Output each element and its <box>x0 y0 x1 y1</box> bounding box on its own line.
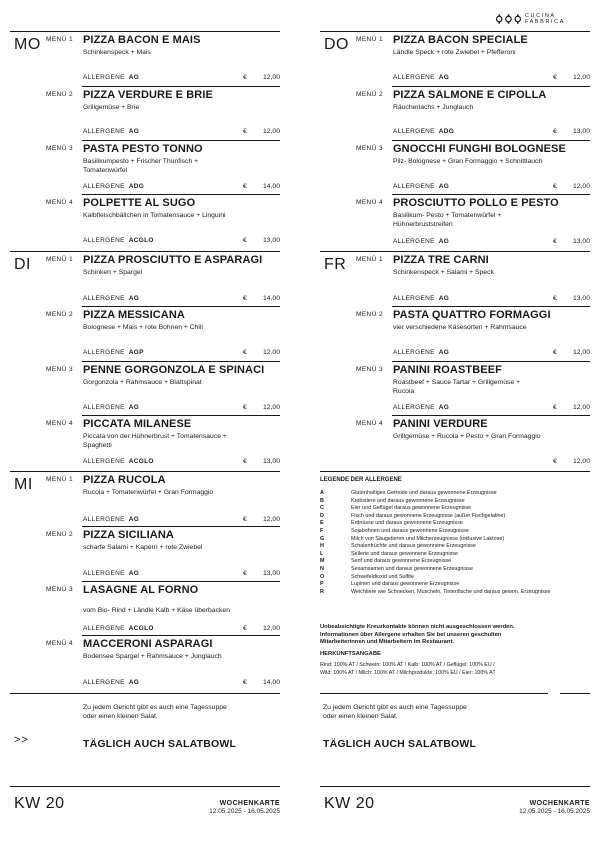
allergen-info: ALLERGENE AG <box>393 404 450 411</box>
legend-row <box>320 498 580 506</box>
menu-number: MENÜ 1 <box>356 36 383 43</box>
dish-description: Basilikumpesto + Frischer Thunfisch + Tomatenwürfel <box>83 158 199 174</box>
dish-name: PICCATA MILANESE <box>83 418 192 430</box>
legend-title: LEGENDE DER ALLERGENE <box>320 477 402 483</box>
legend-row <box>320 536 580 544</box>
dish-description: vier verschiedene Käsesorten + Rahmsauce <box>393 324 527 331</box>
section-divider <box>320 693 548 694</box>
menu-number: MENÜ 3 <box>46 586 73 593</box>
week-info <box>209 799 280 816</box>
legend-code: L <box>320 550 324 557</box>
legend-row <box>320 543 580 551</box>
allergen-codes: AG <box>128 295 140 302</box>
legend-description: Schwefeldioxid und Sulfite <box>351 573 414 580</box>
dish-price: € 13,00 <box>553 128 590 135</box>
allergen-info: ALLERGENE ADG <box>83 183 145 190</box>
item-divider <box>392 361 590 362</box>
day-divider <box>320 31 590 32</box>
item-divider <box>392 306 590 307</box>
menu-number: MENÜ 4 <box>356 420 383 427</box>
item-divider <box>392 415 590 416</box>
legend-description: Schalenfrüchte und daraus gewonnene Erzeugnisse <box>351 543 476 550</box>
allergen-info: ALLERGENE AG <box>83 570 140 577</box>
allergen-info: ALLERGENE ACGLO <box>83 458 154 465</box>
dish-name: PIZZA VERDURE E BRIE <box>83 89 213 101</box>
dish-name: LASAGNE AL FORNO <box>83 584 199 596</box>
dish-description: Basilikum- Pesto + Tomatenwürfel + Hühnerbruststreifen <box>393 212 502 228</box>
item-divider <box>82 581 280 582</box>
dish-price: € 14,00 <box>243 183 280 190</box>
dish-name: PROSCIUTTO POLLO E PESTO <box>393 197 559 209</box>
dish-description: Schinkenspeck + Salami + Speck <box>393 269 494 276</box>
menu-number: MENÜ 2 <box>46 531 73 538</box>
week-dates: 12.05.2025 - 16.05.2025 <box>209 808 280 815</box>
dish-description: scharfe Salami + Kapern + rote Zwiebel <box>83 544 203 551</box>
dish-name: PIZZA SALMONE E CIPOLLA <box>393 89 547 101</box>
dish-name: PIZZA BACON E MAIS <box>83 34 201 46</box>
dish-description: Pilz- Bolognese + Gran Formaggio + Schnittlauch <box>393 158 543 165</box>
legend-code: F <box>320 527 324 534</box>
allergen-legend <box>320 476 580 596</box>
allergen-info: ALLERGENE AG <box>83 516 140 523</box>
menu-number: MENÜ 1 <box>46 476 73 483</box>
day-divider <box>10 471 280 472</box>
salad-bowl-banner: TÄGLICH AUCH SALATBOWL <box>83 738 237 750</box>
menu-number: MENÜ 4 <box>46 420 73 427</box>
menu-column-right <box>320 0 590 846</box>
brand-name: CUCINA FABBRICA <box>524 13 565 25</box>
day-label: DO <box>324 36 349 53</box>
allergen-codes: AG <box>128 570 140 577</box>
menu-number: MENÜ 4 <box>46 199 73 206</box>
dish-price: € 12,00 <box>243 128 280 135</box>
dish-description: Rucola + Tomatenwürfel + Gran Formaggio <box>83 489 214 496</box>
menu-number: MENÜ 2 <box>46 311 73 318</box>
dish-price: € 12,00 <box>553 349 590 356</box>
day-label: DI <box>14 256 31 273</box>
allergen-info: ALLERGENE AG <box>393 238 450 245</box>
legend-row <box>320 528 580 536</box>
legend-description: Glutenhaltiges Getreide und daraus gewonnene Erzeugnisse <box>351 490 497 496</box>
allergen-codes: AG <box>438 404 450 411</box>
day-label: MO <box>14 36 41 53</box>
day-divider <box>10 31 280 32</box>
origin-title: HERKUNFTSANGABE <box>320 651 381 657</box>
week-dates: 12.05.2025 - 16.05.2025 <box>519 808 590 815</box>
dish-price: € 12,00 <box>243 625 280 632</box>
dish-name: PANINI VERDURE <box>393 418 488 430</box>
calendar-week: KW 20 <box>324 795 375 812</box>
dish-price: € 14,00 <box>243 295 280 302</box>
allergen-codes: AG <box>438 183 450 190</box>
allergen-info: ALLERGENE AG <box>83 679 140 686</box>
menu-number: MENÜ 2 <box>46 91 73 98</box>
allergen-codes: AG <box>128 516 140 523</box>
allergen-info: ALLERGENE ACGLO <box>83 625 154 632</box>
allergen-info: ALLERGENE AG <box>393 183 450 190</box>
dish-description: Ländle Speck + rote Zwiebel + Pfefferoni <box>393 49 516 56</box>
legend-description: Weichtiere wie Schnecken, Muscheln, Tintenfische und daraus gewon. Erzeugnisse <box>351 588 551 595</box>
allergen-info: ALLERGENE AGP <box>83 349 144 356</box>
footer-divider <box>320 786 590 787</box>
dish-name: PIZZA RUCOLA <box>83 474 166 486</box>
legend-row <box>320 574 580 582</box>
menu-number: MENÜ 4 <box>356 199 383 206</box>
dish-description: Schinkenspeck + Mais <box>83 49 151 56</box>
origin-line: Rind: 100% AT / Schwein: 100% AT / Kalb: 100% AT / Geflügel: 100% EU / <box>320 661 495 668</box>
allergen-codes: AG <box>128 404 140 411</box>
item-divider <box>82 86 280 87</box>
legend-row <box>320 520 580 528</box>
footer-divider <box>10 786 280 787</box>
menu-number: MENÜ 2 <box>356 311 383 318</box>
dish-price: € 13,00 <box>243 237 280 244</box>
dish-description: vom Bio- Rind + Ländle Kalb + Käse überbacken <box>83 607 230 614</box>
calendar-week: KW 20 <box>14 795 65 812</box>
day-divider <box>10 251 280 252</box>
dish-name: PASTA QUATTRO FORMAGGI <box>393 309 551 321</box>
allergen-codes: AG <box>128 74 140 81</box>
legend-code: O <box>320 573 325 580</box>
cross-contact-warning: Unbeabsichtigte Kreuzkontakte können nicht ausgeschlossen werden. Informationen über Allergene erhalten Sie bei unseren geschulten Mitarbeiterinnen und Mitarbeitern im Restaurant. <box>320 624 515 646</box>
allergen-codes: AGP <box>128 349 144 356</box>
dish-price: € 14,00 <box>243 679 280 686</box>
dish-price: € 13,00 <box>243 458 280 465</box>
legend-code: N <box>320 565 324 572</box>
allergen-info: ALLERGENE ACGLO <box>83 237 154 244</box>
section-divider <box>560 693 590 694</box>
dish-price: € 12,00 <box>243 404 280 411</box>
item-divider <box>392 194 590 195</box>
legend-row <box>320 566 580 574</box>
week-card-title: WOCHENKARTE <box>529 800 590 807</box>
legend-row <box>320 589 580 597</box>
allergen-codes: AG <box>438 238 450 245</box>
allergen-info: ALLERGENE AG <box>393 74 450 81</box>
salad-bowl-banner: TÄGLICH AUCH SALATBOWL <box>323 738 477 750</box>
legend-code: H <box>320 543 324 550</box>
allergen-codes: AG <box>438 295 450 302</box>
legend-description: Erdnüsse und daraus gewonnene Erzeugnisse <box>351 520 463 527</box>
day-divider <box>320 251 590 252</box>
allergen-codes: AG <box>438 74 450 81</box>
legend-row <box>320 581 580 589</box>
allergen-codes: AG <box>128 128 140 135</box>
dish-description: Gorgonzola + Rahmsauce + Blattspinat <box>83 379 202 386</box>
legend-description: Fisch und daraus gewonnene Erzeugnisse (außer Fischgelatine) <box>351 512 506 519</box>
legend-description: Sellerie und daraus gewonnene Erzeugnisse <box>351 550 458 557</box>
allergen-info: ALLERGENE AG <box>83 74 140 81</box>
menu-column-left <box>10 0 280 846</box>
side-dish-note: Zu jedem Gericht gibt es auch eine Tagessuppe oder einen kleinen Salat. <box>83 704 227 720</box>
allergen-codes: ADG <box>438 128 455 135</box>
allergen-info: ALLERGENE AG <box>393 295 450 302</box>
item-divider <box>82 306 280 307</box>
item-divider <box>82 635 280 636</box>
dish-name: PANINI ROASTBEEF <box>393 364 502 376</box>
menu-number: MENÜ 1 <box>46 256 73 263</box>
week-info <box>519 799 590 816</box>
legend-code: G <box>320 535 325 542</box>
dish-price: € 13,00 <box>553 295 590 302</box>
legend-list <box>320 490 580 596</box>
item-divider <box>392 140 590 141</box>
allergen-info: ALLERGENE AG <box>83 404 140 411</box>
item-divider <box>82 415 280 416</box>
menu-number: MENÜ 3 <box>356 145 383 152</box>
dish-price: € 12,00 <box>243 349 280 356</box>
allergen-codes: ACGLO <box>128 458 154 465</box>
dish-name: PIZZA BACON SPECIALE <box>393 34 528 46</box>
legend-code: P <box>320 581 324 588</box>
allergen-codes: ADG <box>128 183 145 190</box>
dish-description: Roastbeef + Sauce Tartar + Grillgemüse + Rucola <box>393 379 521 395</box>
side-dish-note: Zu jedem Gericht gibt es auch eine Tagessuppe oder einen kleinen Salat. <box>323 704 467 720</box>
legend-row <box>320 558 580 566</box>
allergen-info: ALLERGENE AG <box>83 295 140 302</box>
dish-price: € 12,00 <box>553 74 590 81</box>
menu-number: MENÜ 2 <box>356 91 383 98</box>
dish-name: PENNE GORGONZOLA E SPINACI <box>83 364 265 376</box>
legend-code: B <box>320 497 324 504</box>
dish-description: Bolognese + Mais + rote Bohnen + Chili <box>83 324 203 331</box>
allergen-info: ALLERGENE ADG <box>393 128 455 135</box>
dish-description: Bodensee Spargel + Rahmsauce + Junglauch <box>83 653 222 660</box>
dish-name: GNOCCHI FUNGHI BOLOGNESE <box>393 143 566 155</box>
legend-code: D <box>320 512 324 519</box>
dish-description: Grillgemüse + Rucola + Pesto + Gran Formaggio <box>393 433 541 440</box>
dish-price: € 12,00 <box>243 516 280 523</box>
menu-number: MENÜ 1 <box>46 36 73 43</box>
dish-name: MACCERONI ASPARAGI <box>83 638 213 650</box>
dish-name: PIZZA PROSCIUTTO E ASPARAGI <box>83 254 263 266</box>
dish-description: Grillgemüse + Brie <box>83 104 140 111</box>
day-label: MI <box>14 476 33 493</box>
menu-number: MENÜ 3 <box>46 145 73 152</box>
week-card-title: WOCHENKARTE <box>219 800 280 807</box>
allergen-codes: ACGLO <box>128 237 154 244</box>
dish-description: Piccata von der Hühnerbrust + Tomatensauce + Spaghetti <box>83 433 227 449</box>
menu-number: MENÜ 3 <box>46 366 73 373</box>
section-divider <box>10 693 280 694</box>
dish-price: € 12,00 <box>553 404 590 411</box>
item-divider <box>82 140 280 141</box>
item-divider <box>82 194 280 195</box>
day-label: FR <box>324 256 347 273</box>
legend-description: Milch von Säugetieren und Milcherzeugnisse (inklusive Laktose) <box>351 535 505 542</box>
dish-price: € 13,00 <box>243 570 280 577</box>
legend-code: E <box>320 520 324 527</box>
dish-name: PIZZA MESSICANA <box>83 309 185 321</box>
allergen-codes: AG <box>438 349 450 356</box>
dish-name: PIZZA SICILIANA <box>83 529 174 541</box>
allergen-codes: ACGLO <box>128 625 154 632</box>
allergen-info: ALLERGENE AG <box>83 128 140 135</box>
legend-description: Senf und daraus gewonnene Erzeugnisse <box>351 558 452 565</box>
legend-description: Lupinen und daraus gewonnene Erzeugnisse <box>351 581 460 588</box>
menu-number: MENÜ 4 <box>46 640 73 647</box>
dish-name: PIZZA TRE CARNI <box>393 254 489 266</box>
legend-row <box>320 505 580 513</box>
menu-number: MENÜ 3 <box>356 366 383 373</box>
allergen-codes: AG <box>128 679 140 686</box>
legend-row <box>320 551 580 559</box>
dish-name: PASTA PESTO TONNO <box>83 143 203 155</box>
legend-code: R <box>320 588 324 595</box>
item-divider <box>82 361 280 362</box>
legend-code: M <box>320 558 325 565</box>
dish-description: Kalbfleischbällchen in Tomatensauce + Linguini <box>83 212 226 219</box>
origin-line: Wild: 100% AT / Milch: 100% AT / Milchprodukte: 100% EU / Eier: 100% AT <box>320 670 496 676</box>
arrow-marker: >> <box>14 734 29 746</box>
dish-name: POLPETTE AL SUGO <box>83 197 196 209</box>
legend-code: C <box>320 505 324 512</box>
dish-price: € 13,00 <box>553 238 590 245</box>
item-divider <box>392 86 590 87</box>
legend-code: A <box>320 490 324 496</box>
legend-row <box>320 490 580 498</box>
dish-price: € 12,00 <box>243 74 280 81</box>
menu-number: MENÜ 1 <box>356 256 383 263</box>
legend-description: Krebstiere und daraus gewonnene Erzeugnisse <box>351 497 465 504</box>
legend-description: Sesamsamen und daraus gewonnene Erzeugnisse <box>351 565 473 572</box>
dish-price: € 12,00 <box>553 183 590 190</box>
legend-description: Sojabohnen und daraus gewonnene Erzeugnisse <box>351 527 469 534</box>
dish-price: € 12,00 <box>553 458 590 465</box>
allergen-info: ALLERGENE AG <box>393 349 450 356</box>
item-divider <box>82 526 280 527</box>
legend-row <box>320 513 580 521</box>
dish-description: Schinken + Spargel <box>83 269 143 276</box>
origin-info <box>320 651 580 677</box>
dish-description: Räucherlachs + Junglauch <box>393 104 474 111</box>
section-divider <box>320 471 590 472</box>
legend-description: Eier und Geflügel daraus gewonnene Erzeugnisse <box>351 505 472 512</box>
